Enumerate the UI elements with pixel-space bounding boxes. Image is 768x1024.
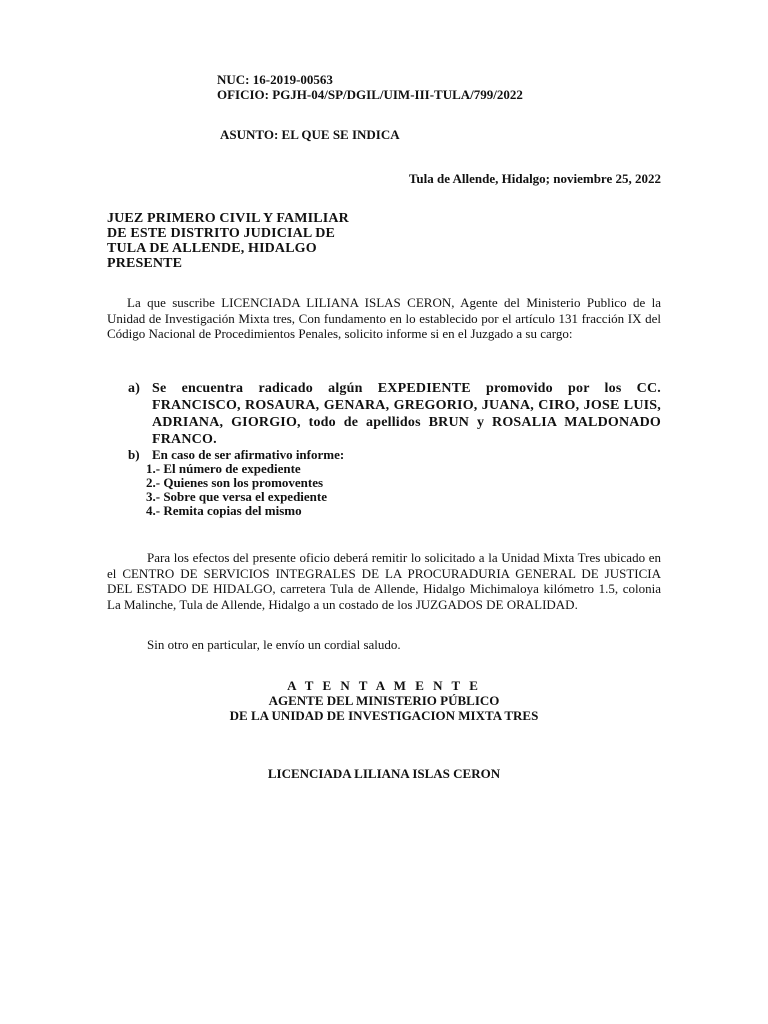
item-text: Se encuentra radicado algún EXPEDIENTE promovido por los CC. FRANCISCO, ROSAURA, GENARA, GREGORIO, JUANA, CIRO, JOSE LUIS, ADRIANA, GIORGIO, todo de apellidos BRUN y ROSALIA MALDONADO FRANCO. — [152, 381, 661, 447]
recipient-line: DE ESTE DISTRITO JUDICIAL DE — [107, 226, 336, 241]
oficio-number: OFICIO: PGJH-04/SP/DGIL/UIM-III-TULA/799/2022 — [217, 87, 523, 102]
recipient-line: JUEZ PRIMERO CIVIL Y FAMILIAR — [107, 211, 349, 226]
intro-text: La que suscribe LICENCIADA LILIANA ISLAS CERON, Agente del Ministerio Publico de la Unidad de Investigación Mixta tres, Con fundamento en lo establecido por el artículo 131 fracción IX del Código Nacional de Procedimientos Penales, solicito informe si en el Juzgado a su cargo: — [107, 295, 661, 341]
place-and-date: Tula de Allende, Hidalgo; noviembre 25, 2022 — [408, 171, 661, 186]
salutation: Sin otro en particular, le envío un cordial saludo. — [147, 637, 401, 652]
header-references — [217, 72, 523, 102]
item-marker: b) — [128, 447, 140, 462]
nuc-number: NUC: 16-2019-00563 — [217, 72, 333, 87]
sub-list-item: 4.- Remita copias del mismo — [146, 503, 302, 518]
closing-paragraph — [107, 550, 661, 612]
request-list — [128, 380, 661, 518]
signer-title-line: AGENTE DEL MINISTERIO PÚBLICO — [268, 693, 500, 708]
atentamente-heading: A T E N T A M E N T E — [287, 678, 481, 693]
closing-text: Para los efectos del presente oficio deberá remitir lo solicitado a la Unidad Mixta Tres ubicado en el CENTRO DE SERVICIOS INTEGRALES DE LA PROCURADURIA GENERAL DE JUSTICIA DEL ESTADO DE HIDALGO, carretera Tula de Allende, Hidalgo Michimaloya kilómetro 1.5, colonia La Malinche, Tula de Allende, Hidalgo a un costado de los JUZGADOS DE ORALIDAD. — [107, 550, 661, 612]
item-marker: a) — [128, 381, 141, 396]
sub-list-item: 1.- El número de expediente — [146, 461, 301, 476]
recipient-line: TULA DE ALLENDE, HIDALGO — [107, 241, 317, 256]
item-text: En caso de ser afirmativo informe: — [152, 447, 345, 462]
recipient-line: PRESENTE — [107, 256, 183, 271]
recipient-block — [107, 211, 349, 271]
intro-paragraph — [107, 295, 661, 342]
sub-list — [146, 462, 661, 518]
list-item — [128, 380, 661, 448]
list-item — [128, 448, 661, 462]
subject-line: ASUNTO: EL QUE SE INDICA — [220, 127, 400, 142]
signer-name: LICENCIADA LILIANA ISLAS CERON — [267, 766, 501, 781]
signer-title-line: DE LA UNIDAD DE INVESTIGACION MIXTA TRES — [229, 708, 539, 723]
sub-list-item: 2.- Quienes son los promoventes — [146, 475, 324, 490]
sub-list-item: 3.- Sobre que versa el expediente — [146, 489, 328, 504]
